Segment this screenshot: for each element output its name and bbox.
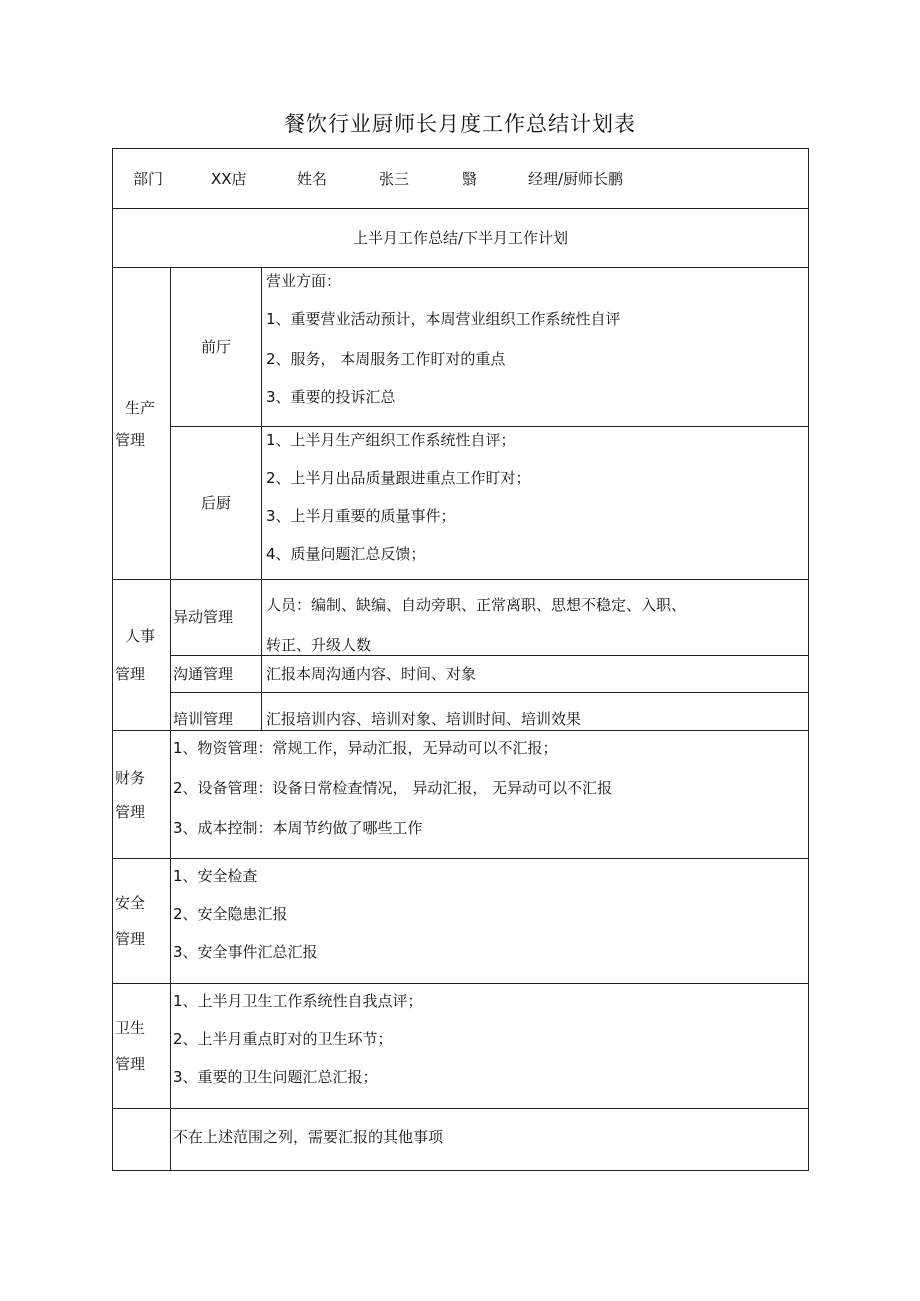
hygiene-label-1: 卫生 xyxy=(115,1019,146,1037)
hr-label-2: 管理 xyxy=(115,665,146,683)
name-value[interactable]: 张三 xyxy=(379,169,410,188)
hr-change-line-2: 转正、升级人数 xyxy=(266,636,372,654)
safety-row xyxy=(113,859,809,984)
section-title: 上半月工作总结/下半月工作计划 xyxy=(113,209,809,268)
safety-line: 3、安全事件汇总汇报 xyxy=(173,943,318,961)
kitchen-line: 2、上半月出品质量跟进重点工作盯对； xyxy=(266,469,531,487)
production-label-cell xyxy=(113,268,171,580)
hr-communication-content[interactable]: 汇报本周沟通内容、时间、对象 xyxy=(262,656,809,693)
finance-line: 2、设备管理：设备日常检查情况， 异动汇报， 无异动可以不汇报 xyxy=(173,779,613,797)
hr-communication-label: 沟通管理 xyxy=(171,656,262,693)
front-line: 1、重要营业活动预计，本周营业组织工作系统性自评 xyxy=(266,310,621,328)
page-title: 餐饮行业厨师长月度工作总结计划表 xyxy=(284,112,636,136)
safety-label-2: 管理 xyxy=(115,930,146,948)
hr-training-content[interactable]: 汇报培训内容、培训对象、培训时间、培训效果 xyxy=(262,693,809,731)
hr-label-1: 人事 xyxy=(125,627,156,645)
hr-label-cell xyxy=(113,580,171,731)
kitchen-line: 3、上半月重要的质量事件； xyxy=(266,507,456,525)
extra-mark: 翳 xyxy=(462,169,478,188)
header-row xyxy=(113,149,809,209)
position-value[interactable]: 经理/厨师长鹏 xyxy=(528,169,624,188)
hygiene-line: 1、上半月卫生工作系统性自我点评； xyxy=(173,992,423,1010)
production-front-row xyxy=(113,268,809,427)
front-label: 前厅 xyxy=(171,268,262,427)
front-line: 营业方面： xyxy=(266,272,342,290)
hr-training-label: 培训管理 xyxy=(171,693,262,731)
production-label-1: 生产 xyxy=(125,398,156,417)
safety-line: 2、安全隐患汇报 xyxy=(173,905,288,923)
hr-change-row xyxy=(113,580,809,656)
front-line: 3、重要的投诉汇总 xyxy=(266,388,396,406)
kitchen-line: 1、上半月生产组织工作系统性自评； xyxy=(266,431,516,449)
hygiene-line: 3、重要的卫生问题汇总汇报； xyxy=(173,1068,378,1086)
finance-line: 3、成本控制：本周节约做了哪些工作 xyxy=(173,819,423,837)
safety-label-1: 安全 xyxy=(115,894,146,912)
finance-label-2: 管理 xyxy=(115,802,146,821)
name-label: 姓名 xyxy=(297,169,328,188)
hygiene-content[interactable] xyxy=(171,984,809,1109)
hygiene-line: 2、上半月重点盯对的卫生环节； xyxy=(173,1030,393,1048)
finance-label-1: 财务 xyxy=(115,768,146,787)
finance-label-cell xyxy=(113,731,171,859)
header-info xyxy=(113,170,808,188)
hr-training-row xyxy=(113,693,809,731)
safety-line: 1、安全检查 xyxy=(173,867,258,885)
hygiene-label-cell xyxy=(113,984,171,1109)
other-content[interactable]: 不在上述范围之列，需要汇报的其他事项 xyxy=(171,1109,809,1171)
safety-label-cell xyxy=(113,859,171,984)
hr-change-label: 异动管理 xyxy=(171,580,262,656)
hr-communication-row xyxy=(113,656,809,693)
kitchen-label: 后厨 xyxy=(171,427,262,580)
kitchen-line: 4、质量问题汇总反馈； xyxy=(266,545,426,563)
finance-content[interactable] xyxy=(171,731,809,859)
hygiene-row xyxy=(113,984,809,1109)
front-line: 2、服务， 本周服务工作盯对的重点 xyxy=(266,350,506,368)
finance-row xyxy=(113,731,809,859)
finance-line: 1、物资管理：常规工作，异动汇报，无异动可以不汇报； xyxy=(173,739,558,757)
dept-value[interactable]: XX店 xyxy=(211,169,247,188)
hr-change-line-1: 人员：编制、缺编、自动旁职、正常离职、思想不稳定、入职、 xyxy=(266,596,687,614)
safety-content[interactable] xyxy=(171,859,809,984)
production-kitchen-row xyxy=(113,427,809,580)
report-table xyxy=(112,148,809,1171)
other-label-cell xyxy=(113,1109,171,1171)
other-row xyxy=(113,1109,809,1171)
hygiene-label-2: 管理 xyxy=(115,1055,146,1073)
hr-change-content[interactable] xyxy=(262,580,809,656)
dept-label: 部门 xyxy=(133,169,164,188)
kitchen-content[interactable] xyxy=(262,427,809,580)
front-content[interactable] xyxy=(262,268,809,427)
production-label-2: 管理 xyxy=(115,430,146,449)
section-title-row xyxy=(113,209,809,268)
